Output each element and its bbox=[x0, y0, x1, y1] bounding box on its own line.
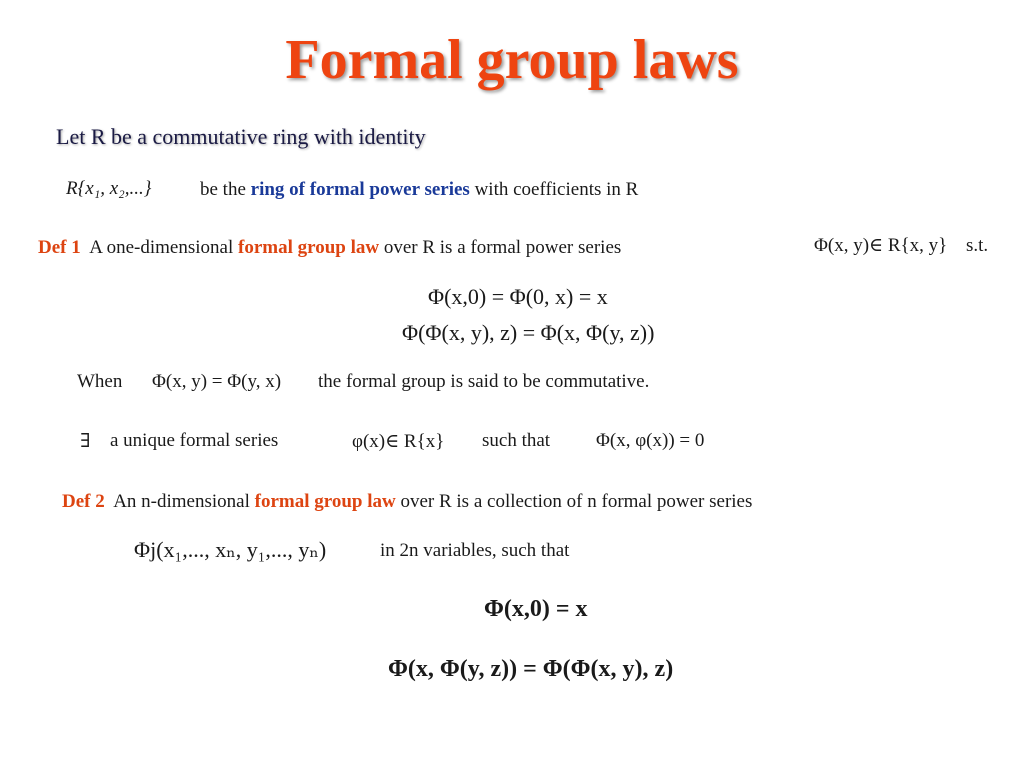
ring-post: with coefficients in R bbox=[474, 179, 639, 200]
def1-em: formal group law bbox=[238, 237, 380, 258]
def2-label: Def 2 bbox=[62, 491, 105, 512]
ring-math: R{x₁, x₂,...} bbox=[66, 178, 152, 199]
page-title: Formal group laws bbox=[285, 29, 739, 91]
ring-line bbox=[200, 179, 638, 201]
def2-eq1: Φ(x,0) = x bbox=[484, 596, 588, 622]
def1-math: Φ(x, y)∈ R{x, y} bbox=[814, 235, 948, 256]
def1-label: Def 1 bbox=[38, 237, 81, 258]
subtitle: Let R be a commutative ring with identity bbox=[56, 124, 426, 149]
exists-symbol: ∃ bbox=[80, 431, 91, 452]
def1-pre: A one-dimensional bbox=[89, 237, 234, 258]
exists-pre: a unique formal series bbox=[110, 430, 279, 451]
exists-math1: φ(x)∈ R{x} bbox=[352, 431, 445, 452]
ring-em2: formal power series bbox=[309, 179, 470, 200]
def1-line bbox=[38, 237, 621, 259]
def1-eq2: Φ(Φ(x, y), z) = Φ(x, Φ(y, z)) bbox=[402, 320, 655, 345]
def2-pre: An n-dimensional bbox=[113, 491, 250, 512]
ring-pre: be the bbox=[200, 179, 246, 200]
def2-post: over R is a collection of n formal power series bbox=[400, 491, 753, 512]
def2-em: formal group law bbox=[254, 491, 396, 512]
def1-eq1: Φ(x,0) = Φ(0, x) = x bbox=[428, 284, 608, 309]
def2-eq2: Φ(x, Φ(y, z)) = Φ(Φ(x, y), z) bbox=[388, 656, 674, 682]
when-pre: When bbox=[77, 371, 123, 392]
ring-em1: ring of bbox=[250, 179, 306, 200]
def1-post: over R is a formal power series bbox=[383, 237, 622, 258]
exists-math2: Φ(x, φ(x)) = 0 bbox=[596, 430, 705, 451]
def1-st: s.t. bbox=[966, 235, 989, 256]
def2-line bbox=[62, 491, 752, 513]
def2-post2: in 2n variables, such that bbox=[380, 540, 570, 561]
exists-mid: such that bbox=[482, 430, 551, 451]
when-math: Φ(x, y) = Φ(y, x) bbox=[152, 371, 282, 392]
def2-math: Φj(x₁,..., xₙ, y₁,..., yₙ) bbox=[134, 537, 327, 562]
when-post: the formal group is said to be commutative. bbox=[318, 371, 650, 392]
